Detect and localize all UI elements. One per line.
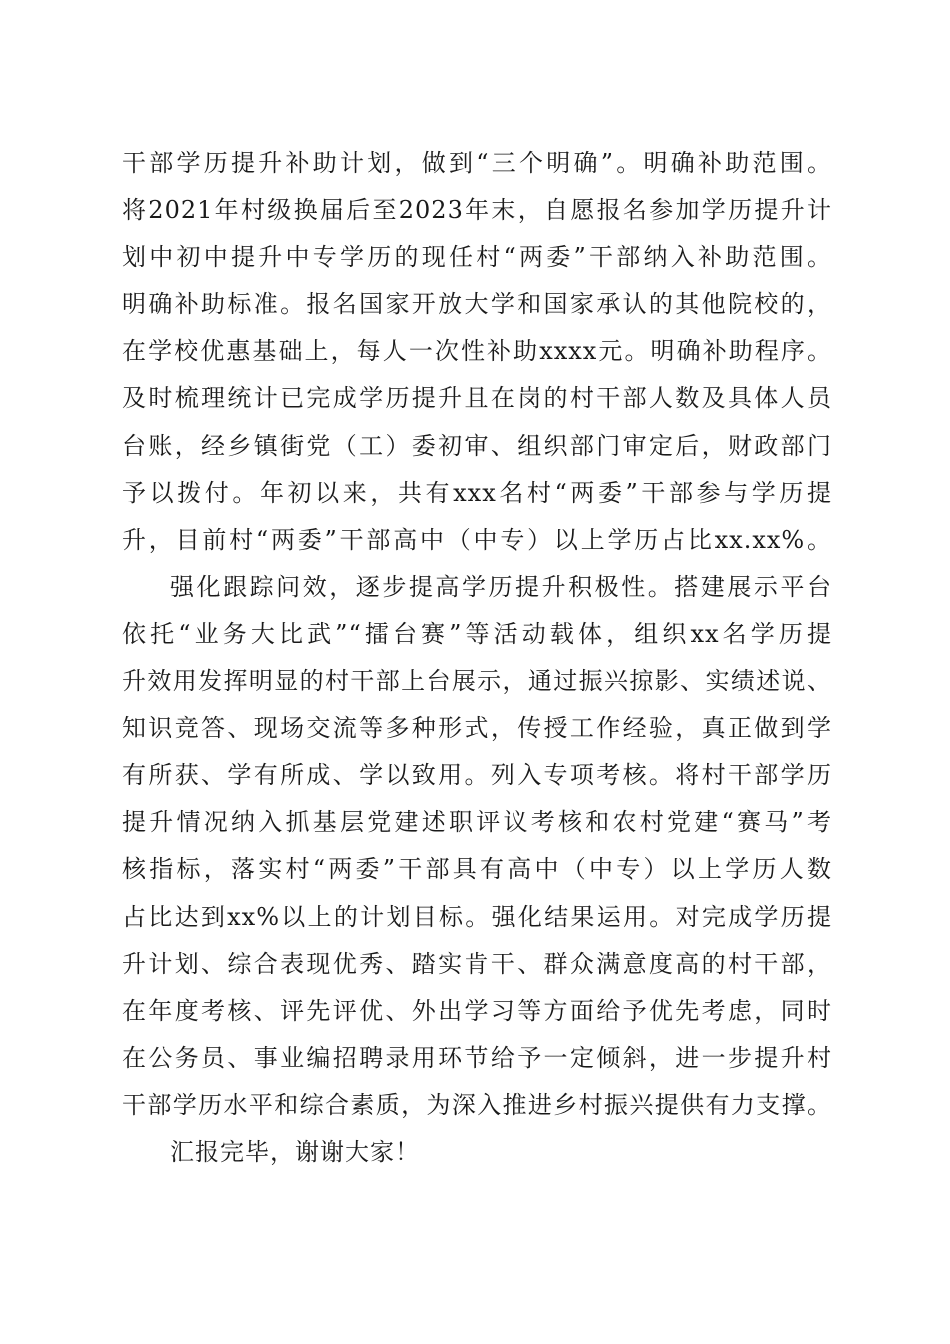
paragraph-2-line-6: 提升情况纳入抓基层党建述职评议考核和农村党建“赛马”考	[122, 808, 832, 837]
paragraph-2-line-9: 升计划、综合表现优秀、踏实肯干、群众满意度高的村干部，	[122, 949, 832, 978]
paragraph-1-line-4: 明确补助标准。报名国家开放大学和国家承认的其他院校的，	[122, 290, 832, 319]
paragraph-2-line-1: 强化跟踪问效，逐步提高学历提升积极性。搭建展示平台	[170, 572, 832, 601]
closing-remark: 汇报完毕，谢谢大家！	[170, 1137, 420, 1166]
paragraph-1-line-1: 干部学历提升补助计划，做到“三个明确”。明确补助范围。	[122, 149, 832, 177]
paragraph-2-line-7: 核指标，落实村“两委”干部具有高中（中专）以上学历人数	[122, 855, 832, 884]
paragraph-1-line-7: 台账，经乡镇街党（工）委初审、组织部门审定后，财政部门	[122, 431, 832, 460]
paragraph-2-line-8: 占比达到xx%以上的计划目标。强化结果运用。对完成学历提	[122, 902, 832, 931]
paragraph-2-line-10: 在年度考核、评先评优、外出学习等方面给予优先考虑，同时	[122, 996, 832, 1025]
paragraph-1-line-8: 予以拨付。年初以来，共有xxx名村“两委”干部参与学历提	[122, 478, 832, 507]
paragraph-1-line-2: 将2021年村级换届后至2023年末，自愿报名参加学历提升计	[122, 196, 832, 225]
paragraph-1-line-9: 升，目前村“两委”干部高中（中专）以上学历占比xx.xx%。	[122, 525, 832, 554]
paragraph-2-line-11: 在公务员、事业编招聘录用环节给予一定倾斜，进一步提升村	[122, 1043, 832, 1072]
paragraph-2-line-2: 依托“业务大比武”“擂台赛”等活动载体，组织xx名学历提	[122, 619, 832, 648]
paragraph-2-line-3: 升效用发挥明显的村干部上台展示，通过振兴掠影、实绩述说、	[122, 667, 832, 696]
paragraph-1-line-3: 划中初中提升中专学历的现任村“两委”干部纳入补助范围。	[122, 243, 832, 272]
paragraph-1-line-5: 在学校优惠基础上，每人一次性补助xxxx元。明确补助程序。	[122, 337, 832, 366]
paragraph-2-line-12: 干部学历水平和综合素质，为深入推进乡村振兴提供有力支撑。	[122, 1090, 832, 1119]
paragraph-1-line-6: 及时梳理统计已完成学历提升且在岗的村干部人数及具体人员	[122, 384, 832, 413]
paragraph-2-line-5: 有所获、学有所成、学以致用。列入专项考核。将村干部学历	[122, 761, 832, 790]
paragraph-2-line-4: 知识竞答、现场交流等多种形式，传授工作经验，真正做到学	[122, 714, 832, 743]
body-text	[122, 140, 832, 1176]
